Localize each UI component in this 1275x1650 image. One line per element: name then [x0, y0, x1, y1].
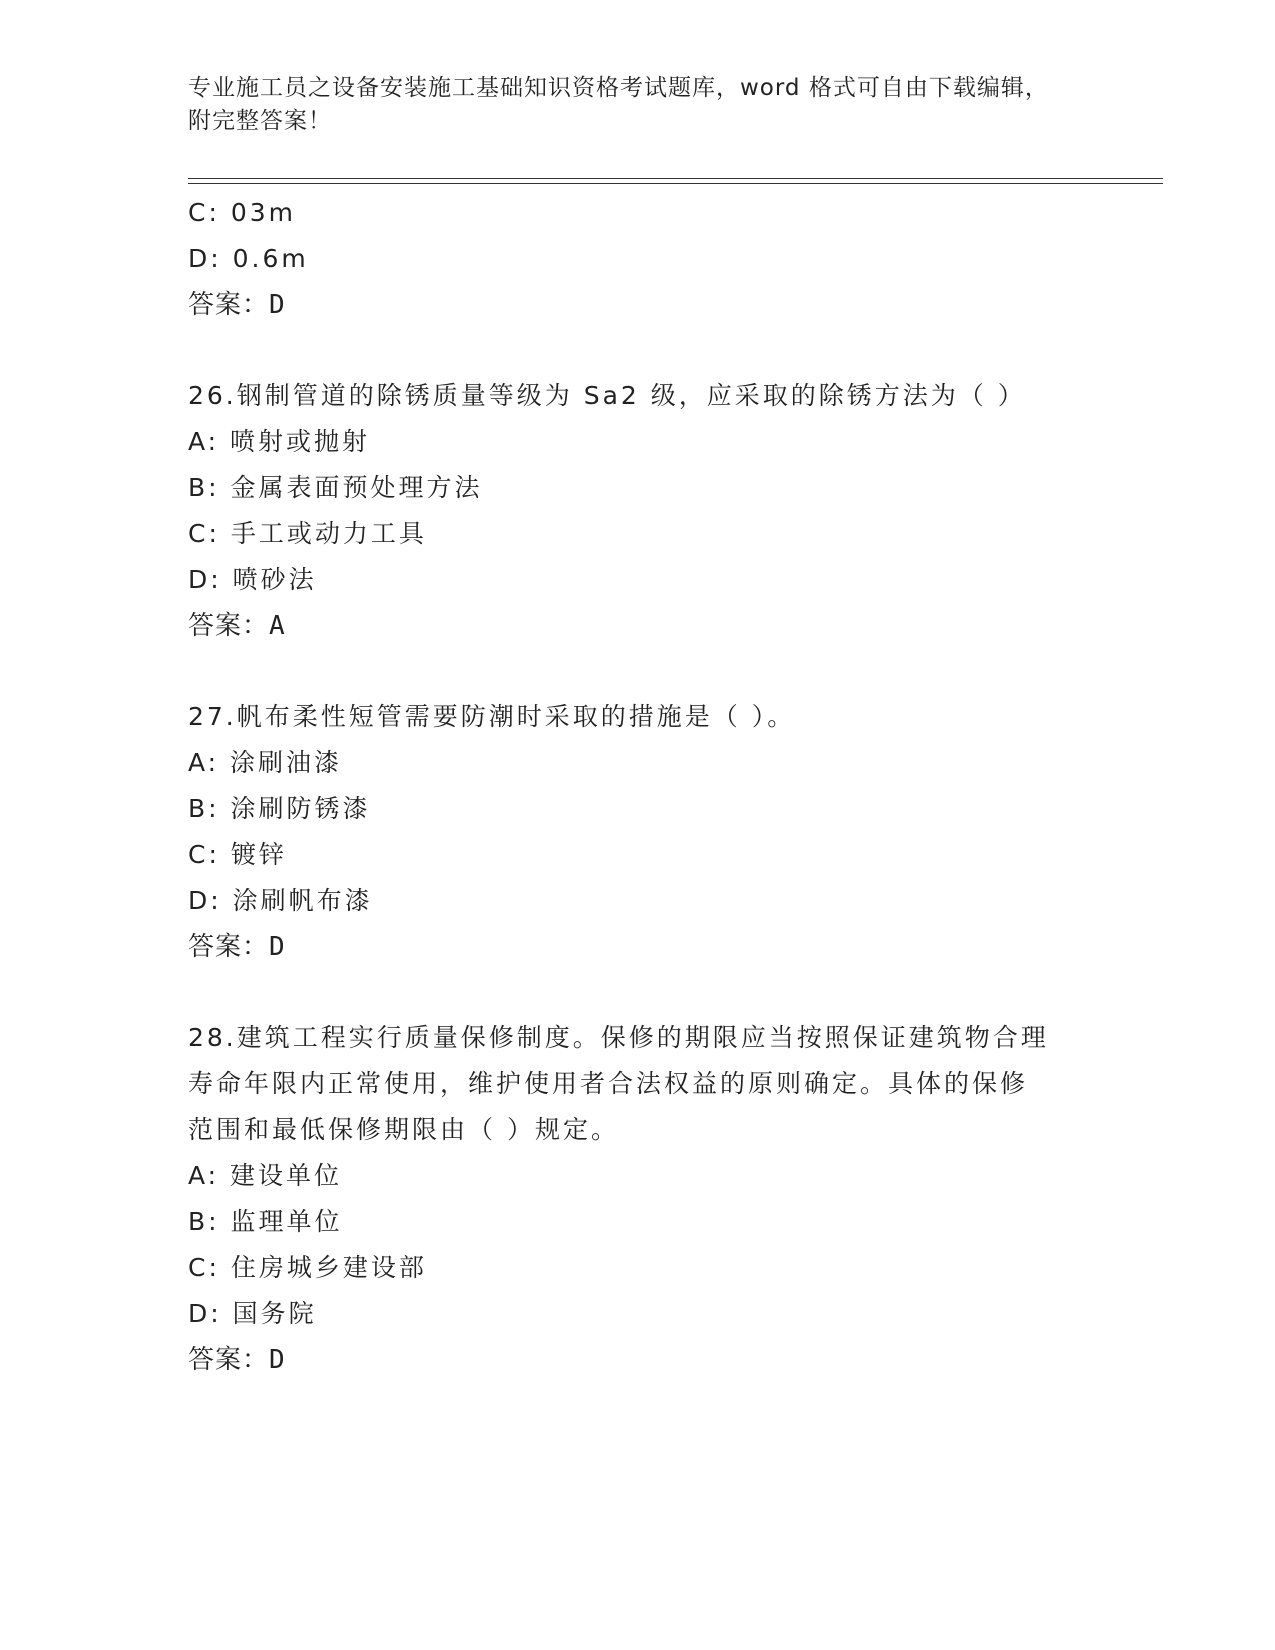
option-d: D: 0.6m — [188, 244, 309, 273]
header-line-1: 专业施工员之设备安装施工基础知识资格考试题库，word 格式可自由下载编辑， — [188, 75, 1049, 101]
spacer — [188, 649, 1138, 694]
question-stem-line-1: 28.建筑工程实行质量保修制度。保修的期限应当按照保证建筑物合理 — [188, 1023, 1049, 1052]
option-c: C: 03m — [188, 198, 296, 227]
question-list — [188, 190, 1138, 1383]
option-d: D: 喷砂法 — [188, 565, 317, 594]
option-b: B: 涂刷防锈漆 — [188, 794, 371, 823]
spacer — [188, 970, 1138, 1015]
question-27 — [188, 694, 1138, 970]
option-d: D: 涂刷帆布漆 — [188, 886, 373, 915]
option-d: D: 国务院 — [188, 1299, 317, 1328]
question-stem: 26.钢制管道的除锈质量等级为 Sa2 级，应采取的除锈方法为（ ） — [188, 381, 1026, 410]
header-divider-bottom — [188, 183, 1163, 184]
answer-line: 答案：D — [188, 1345, 286, 1375]
spacer — [188, 328, 1138, 373]
option-a: A: 喷射或抛射 — [188, 427, 371, 456]
document-header — [188, 72, 1088, 138]
answer-line: 答案：A — [188, 611, 286, 641]
option-c: C: 住房城乡建设部 — [188, 1253, 427, 1282]
question-stem: 27.帆布柔性短管需要防潮时采取的措施是（ ）。 — [188, 702, 796, 731]
previous-question-tail — [188, 190, 1138, 328]
option-c: C: 手工或动力工具 — [188, 519, 427, 548]
question-28 — [188, 1015, 1138, 1383]
answer-line: 答案：D — [188, 290, 286, 320]
question-stem-line-2: 寿命年限内正常使用，维护使用者合法权益的原则确定。具体的保修 — [188, 1069, 1029, 1098]
option-a: A: 涂刷油漆 — [188, 748, 343, 777]
header-divider-top — [188, 178, 1163, 179]
option-b: B: 金属表面预处理方法 — [188, 473, 483, 502]
question-stem-line-3: 范围和最低保修期限由（ ）规定。 — [188, 1115, 619, 1144]
option-c: C: 镀锌 — [188, 840, 287, 869]
option-b: B: 监理单位 — [188, 1207, 343, 1236]
option-a: A: 建设单位 — [188, 1161, 343, 1190]
header-line-2: 附完整答案！ — [188, 108, 332, 134]
answer-line: 答案：D — [188, 932, 286, 962]
question-26 — [188, 373, 1138, 649]
